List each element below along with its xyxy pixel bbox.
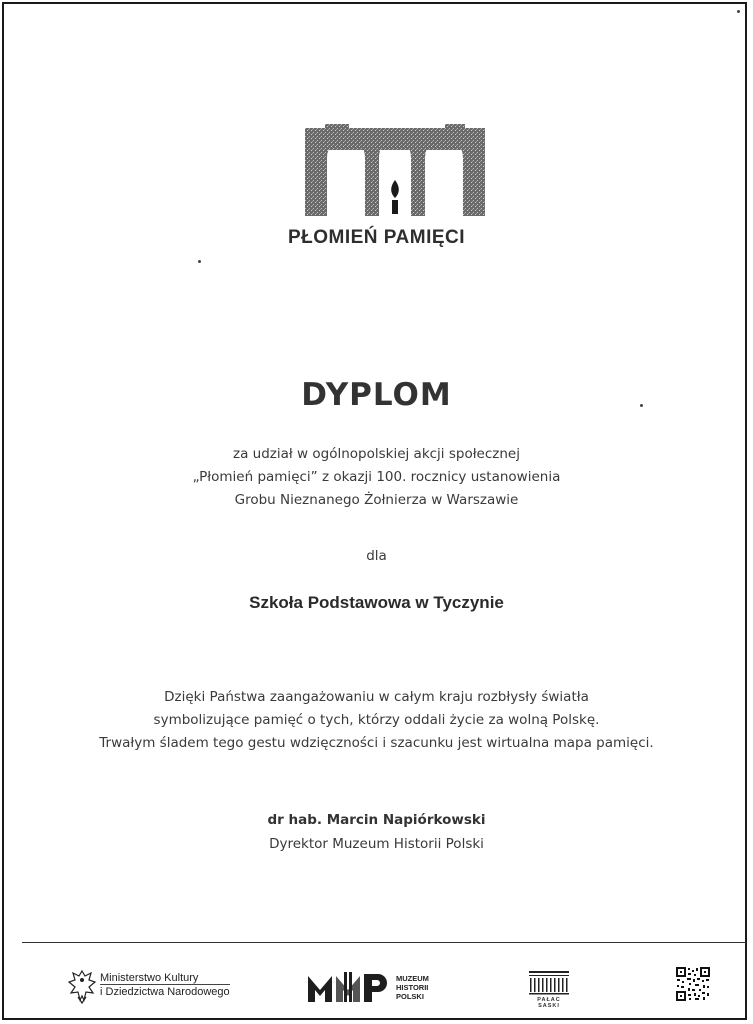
intro-line: Grobu Nieznanego Żołnierza w Warszawie (234, 492, 519, 508)
intro-line: „Płomień pamięci” z okazji 100. rocznicy ustanowienia (192, 469, 561, 485)
museum-line: POLSKI (396, 992, 424, 1001)
palace-label: PAŁAC SASKI (537, 997, 561, 1009)
museum-name (396, 974, 429, 1001)
footer-divider (22, 942, 746, 943)
eagle-emblem-icon (68, 969, 96, 1005)
message-line: Trwałym śladem tego gestu wdzięczności i szacunku jest wirtualna mapa pamięci. (99, 735, 654, 751)
thank-you-message (0, 686, 753, 755)
ministry-line: i Dziedzictwa Narodowego (100, 986, 230, 998)
qr-code-icon (675, 966, 711, 1002)
for-label: dla (366, 548, 387, 564)
signer-role: Dyrektor Muzeum Historii Polski (269, 836, 484, 852)
museum-line: MUZEUM (396, 974, 429, 983)
ministry-name (100, 972, 230, 998)
diploma-title: DYPLOM (301, 377, 452, 413)
signer-name: dr hab. Marcin Napiórkowski (267, 812, 486, 828)
message-line: Dzięki Państwa zaangażowaniu w całym kraju rozbłysły światła (164, 689, 589, 705)
scan-speck (198, 260, 201, 263)
message-line: symbolizujące pamięć o tych, którzy oddali życie za wolną Polskę. (153, 712, 600, 728)
intro-line: za udział w ogólnopolskiej akcji społecznej (233, 446, 520, 462)
scan-speck (737, 10, 740, 13)
scan-speck (640, 404, 643, 407)
ministry-line: Ministerstwo Kultury (100, 972, 199, 984)
museum-line: HISTORII (396, 983, 429, 992)
recipient-name: Szkoła Podstawowa w Tyczynie (249, 593, 504, 612)
campaign-logo-title: PŁOMIEŃ PAMIĘCI (287, 227, 466, 248)
diploma-intro (0, 443, 753, 512)
tomb-arches-flame-icon (305, 124, 485, 224)
mhp-logo-icon (306, 970, 391, 1004)
